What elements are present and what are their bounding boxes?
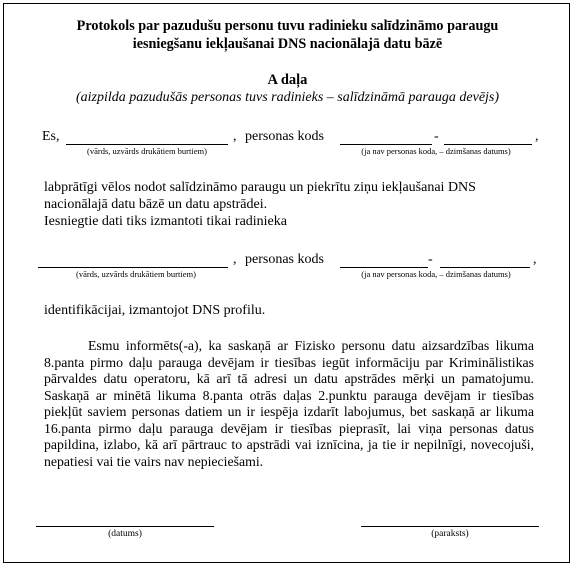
row2-code-part1-field[interactable] [340,267,428,268]
row1-comma: , [233,129,237,144]
row1-code-part2-field[interactable] [444,144,532,145]
row1-personas-kods-label: personas kods [245,129,324,144]
row1-dash: - [434,129,439,144]
row2-personas-kods-label: personas kods [245,252,324,267]
date-field[interactable] [36,526,214,527]
info-paragraph-text: Esmu informēts(-a), ka saskaņā ar Fizisko personu datu aizsardzības likuma 8.panta pirmo daļu parauga devējam ir tiesības iegūt informāciju par Kriminālistikas pārvaldes datu operatoru, kā arī tā adresi un datu apstrādes mērķi un pamatojumu. Saskaņā ar minētā likuma 8.panta otrās daļas 2.punktu parauga devējam ir tiesības piekļūt saviem personas datiem un ir iespēja izdarīt labojumus, bet saskaņā ar likuma 16.panta pirmo daļu parauga devējam ir tiesības pieprasīt, lai viņa personas datus papildina, izlabo, kā arī pārtrauc to apstrādi vai iznīcina, ja tie ir nepilnīgi, novecojuši, nepatiesi vai tie vairs nav nepieciešami. [44,338,534,469]
document-title-line1: Protokols par pazudušu personu tuvu radinieku salīdzināmo paraugu [76,18,499,34]
document-title-line2: iesniegšanu iekļaušanai DNS nacionālajā datu bāzē [132,36,443,52]
row2-code-hint: (ja nav personas koda, – dzimšanas datums) [361,269,511,279]
row2-code-part2-field[interactable] [440,267,530,268]
row2-trailing-comma: , [533,252,537,267]
part-subtitle: (aizpilda pazudušās personas tuvs radinieks – salīdzināmā parauga devējs) [75,90,500,105]
row2-dash: - [428,252,433,267]
row2-name-field[interactable] [38,267,228,268]
consent-line-1: labprātīgi vēlos nodot salīdzināmo paraugu un piekrītu ziņu iekļaušanai DNS [44,180,476,195]
protocol-document [3,3,570,563]
date-label: (datums) [108,529,142,539]
row1-name-hint: (vārds, uzvārds drukātiem burtiem) [87,146,207,156]
part-title: A daļa [267,72,308,88]
row2-name-hint: (vārds, uzvārds drukātiem burtiem) [76,269,196,279]
row1-trailing-comma: , [535,129,539,144]
row1-name-field[interactable] [66,144,228,145]
consent-line-3: Iesniegtie dati tiks izmantoti tikai radinieka [44,214,287,229]
row2-comma: , [233,252,237,267]
row1-code-part1-field[interactable] [340,144,432,145]
identification-text: identifikācijai, izmantojot DNS profilu. [44,303,266,318]
info-paragraph [44,338,534,470]
row1-prefix: Es, [42,129,60,144]
signature-field[interactable] [361,526,539,527]
consent-line-2: nacionālajā datu bāzē un datu apstrādei. [44,197,268,212]
row1-code-hint: (ja nav personas koda, – dzimšanas datums) [361,146,511,156]
signature-label: (paraksts) [431,529,469,539]
